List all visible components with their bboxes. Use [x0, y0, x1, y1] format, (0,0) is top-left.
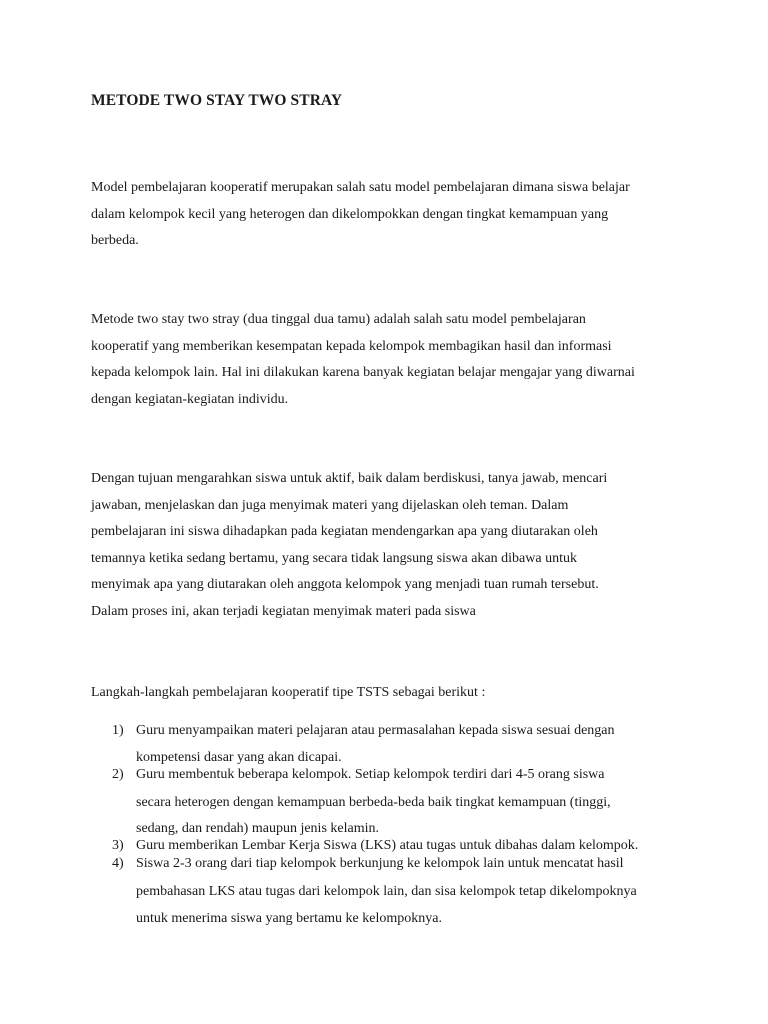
step-number: 1) [112, 723, 124, 738]
step-line: sedang, dan rendah) maupun jenis kelamin. [136, 821, 379, 836]
step-number: 3) [112, 838, 124, 853]
step-line: kompetensi dasar yang akan dicapai. [136, 750, 342, 765]
step-line: untuk menerima siswa yang bertamu ke kelompoknya. [136, 911, 442, 926]
step-line: pembahasan LKS atau tugas dari kelompok lain, dan sisa kelompok tetap dikelompoknya [136, 884, 637, 899]
paragraph-line: kooperatif yang memberikan kesempatan kepada kelompok membagikan hasil dan informasi [91, 338, 612, 354]
paragraph-line: temannya ketika sedang bertamu, yang secara tidak langsung siswa akan dibawa untuk [91, 550, 577, 566]
paragraph-line: Dengan tujuan mengarahkan siswa untuk aktif, baik dalam berdiskusi, tanya jawab, mencari [91, 471, 608, 486]
paragraph-method-purpose [91, 466, 691, 625]
paragraph-line: pembelajaran ini siswa dihadapkan pada kegiatan mendengarkan apa yang diutarakan oleh [91, 524, 598, 539]
step-number: 4) [112, 856, 124, 871]
paragraph-line: menyimak apa yang diutarakan oleh anggota kelompok yang menjadi tuan rumah tersebut. [91, 577, 599, 592]
step-line: Guru membentuk beberapa kelompok. Setiap kelompok terdiri dari 4-5 orang siswa [136, 767, 605, 782]
paragraph-steps-intro [91, 680, 691, 707]
step-number: 2) [112, 767, 124, 782]
step-line: secara heterogen dengan kemampuan berbeda-beda baik tingkat kemampuan (tinggi, [136, 795, 611, 810]
paragraph-line: Dalam proses ini, akan terjadi kegiatan menyimak materi pada siswa [91, 603, 476, 619]
paragraph-line: Langkah-langkah pembelajaran kooperatif tipe TSTS sebagai berikut : [91, 685, 486, 700]
paragraph-line: dalam kelompok kecil yang heterogen dan dikelompokkan dengan tingkat kemampuan yang [91, 206, 609, 222]
paragraph-cooperative-model [91, 175, 691, 255]
paragraph-line: berbeda. [91, 233, 139, 248]
paragraph-line: kepada kelompok lain. Hal ini dilakukan karena banyak kegiatan belajar mengajar yang diwarnai [91, 365, 635, 380]
paragraph-line: Model pembelajaran kooperatif merupakan salah satu model pembelajaran dimana siswa belajar [91, 180, 630, 195]
paragraph-line: Metode two stay two stray (dua tinggal dua tamu) adalah salah satu model pembelajaran [91, 312, 586, 327]
paragraph-line: dengan kegiatan-kegiatan individu. [91, 391, 289, 407]
step-line: Guru memberikan Lembar Kerja Siswa (LKS) atau tugas untuk dibahas dalam kelompok. [136, 838, 639, 853]
paragraph-method-definition [91, 307, 691, 413]
step-line: Siswa 2-3 orang dari tiap kelompok berkunjung ke kelompok lain untuk mencatat hasil [136, 856, 624, 871]
step-line: Guru menyampaikan materi pelajaran atau permasalahan kepada siswa sesuai dengan [136, 723, 615, 738]
paragraph-line: jawaban, menjelaskan dan juga menyimak materi yang dijelaskan oleh teman. Dalam [91, 497, 569, 513]
document-title: METODE TWO STAY TWO STRAY [91, 92, 343, 109]
